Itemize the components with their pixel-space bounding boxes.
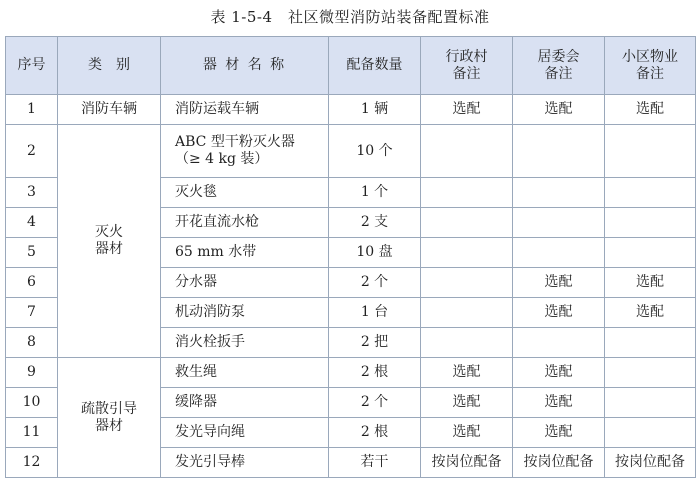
admin-village-note: 选配 (421, 388, 513, 418)
table-row (6, 95, 696, 125)
property-note (605, 208, 696, 238)
residents-committee-note (513, 178, 605, 208)
row-index: 5 (6, 238, 58, 268)
property-note (605, 238, 696, 268)
property-note: 按岗位配备 (605, 448, 696, 478)
row-index: 7 (6, 298, 58, 328)
row-index: 8 (6, 328, 58, 358)
property-note: 选配 (605, 298, 696, 328)
row-index: 3 (6, 178, 58, 208)
quantity-cell: 1 个 (329, 178, 421, 208)
equipment-name: 消火栓扳手 (161, 328, 329, 358)
quantity-cell: 10 盘 (329, 238, 421, 268)
quantity-cell: 2 个 (329, 388, 421, 418)
admin-village-note: 选配 (421, 358, 513, 388)
row-index: 6 (6, 268, 58, 298)
equipment-name: 发光引导棒 (161, 448, 329, 478)
admin-village-note (421, 125, 513, 178)
property-note (605, 178, 696, 208)
quantity-cell: 2 个 (329, 268, 421, 298)
header-index: 序号 (6, 37, 58, 95)
equipment-name: ABC 型干粉灭火器 （≥ 4 kg 装） (161, 125, 329, 178)
equipment-name: 开花直流水枪 (161, 208, 329, 238)
quantity-cell: 1 台 (329, 298, 421, 328)
residents-committee-note (513, 328, 605, 358)
equipment-name: 发光导向绳 (161, 418, 329, 448)
admin-village-note (421, 268, 513, 298)
admin-village-note (421, 328, 513, 358)
residents-committee-note (513, 238, 605, 268)
header-row (6, 37, 696, 95)
residents-committee-note: 按岗位配备 (513, 448, 605, 478)
residents-committee-note (513, 125, 605, 178)
row-index: 9 (6, 358, 58, 388)
admin-village-note (421, 238, 513, 268)
admin-village-note (421, 178, 513, 208)
header-property-note: 小区物业 备注 (605, 37, 696, 95)
header-category: 类 别 (58, 37, 161, 95)
category-cell: 灭火 器材 (58, 125, 161, 358)
quantity-cell: 2 把 (329, 328, 421, 358)
quantity-cell: 2 根 (329, 358, 421, 388)
quantity-cell: 10 个 (329, 125, 421, 178)
equipment-name: 缓降器 (161, 388, 329, 418)
equipment-name: 机动消防泵 (161, 298, 329, 328)
property-note: 选配 (605, 268, 696, 298)
property-note: 选配 (605, 95, 696, 125)
equipment-name: 消防运载车辆 (161, 95, 329, 125)
header-quantity: 配备数量 (329, 37, 421, 95)
admin-village-note: 按岗位配备 (421, 448, 513, 478)
row-index: 1 (6, 95, 58, 125)
admin-village-note (421, 208, 513, 238)
property-note (605, 328, 696, 358)
equipment-name: 灭火毯 (161, 178, 329, 208)
residents-committee-note: 选配 (513, 388, 605, 418)
residents-committee-note (513, 208, 605, 238)
quantity-cell: 2 根 (329, 418, 421, 448)
table-row (6, 358, 696, 388)
row-index: 4 (6, 208, 58, 238)
admin-village-note: 选配 (421, 418, 513, 448)
quantity-cell: 2 支 (329, 208, 421, 238)
residents-committee-note: 选配 (513, 298, 605, 328)
quantity-cell: 1 辆 (329, 95, 421, 125)
row-index: 11 (6, 418, 58, 448)
row-index: 10 (6, 388, 58, 418)
header-residents-committee-note: 居委会 备注 (513, 37, 605, 95)
table-row (6, 125, 696, 178)
property-note (605, 418, 696, 448)
header-admin-village-note: 行政村 备注 (421, 37, 513, 95)
row-index: 12 (6, 448, 58, 478)
category-cell: 疏散引导 器材 (58, 358, 161, 478)
table-title: 表 1-5-4 社区微型消防站装备配置标准 (210, 8, 490, 26)
equipment-table (5, 36, 696, 478)
property-note (605, 358, 696, 388)
header-equipment-name: 器 材 名 称 (161, 37, 329, 95)
admin-village-note: 选配 (421, 95, 513, 125)
residents-committee-note: 选配 (513, 358, 605, 388)
property-note (605, 125, 696, 178)
row-index: 2 (6, 125, 58, 178)
residents-committee-note: 选配 (513, 418, 605, 448)
category-cell: 消防车辆 (58, 95, 161, 125)
residents-committee-note: 选配 (513, 268, 605, 298)
admin-village-note (421, 298, 513, 328)
equipment-name: 分水器 (161, 268, 329, 298)
property-note (605, 388, 696, 418)
quantity-cell: 若干 (329, 448, 421, 478)
equipment-name: 救生绳 (161, 358, 329, 388)
residents-committee-note: 选配 (513, 95, 605, 125)
equipment-name: 65 mm 水带 (161, 238, 329, 268)
